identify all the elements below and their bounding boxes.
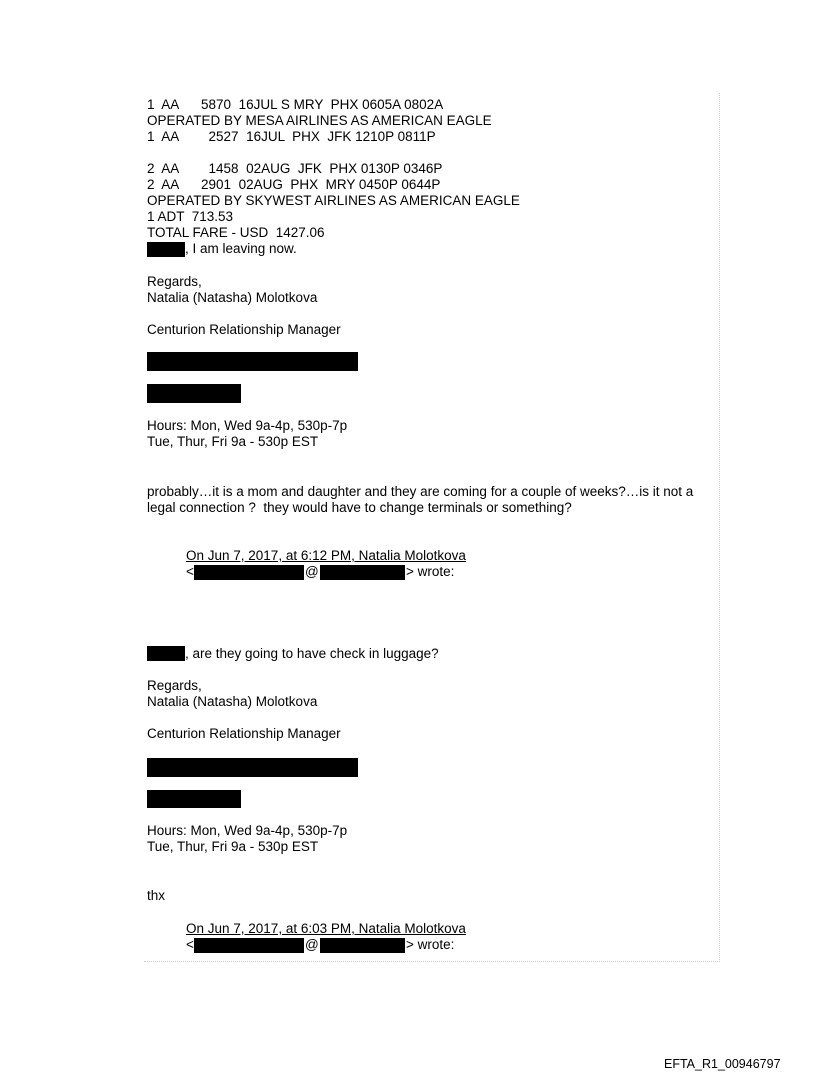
quote-wrote: > wrote: (406, 937, 455, 952)
hours-line: Tue, Thur, Fri 9a - 530p EST (147, 839, 319, 854)
thx-reply: thx (147, 888, 166, 903)
flight-line: OPERATED BY SKYWEST AIRLINES AS AMERICAN EAGLE (147, 193, 520, 208)
leaving-message: , I am leaving now. (185, 241, 297, 256)
regards-line: Regards, (147, 678, 202, 693)
hours-line: Hours: Mon, Wed 9a-4p, 530p-7p (147, 418, 348, 433)
hours-line: Hours: Mon, Wed 9a-4p, 530p-7p (147, 823, 348, 838)
redaction-box (147, 646, 185, 661)
quote-header: On Jun 7, 2017, at 6:03 PM, Natalia Molotkova (186, 921, 466, 936)
redaction-box (194, 938, 304, 953)
flight-line: 1 AA 5870 16JUL S MRY PHX 0605A 0802A (147, 97, 444, 112)
redaction-box (320, 565, 405, 580)
flight-line: OPERATED BY MESA AIRLINES AS AMERICAN EAGLE (147, 113, 492, 128)
redaction-box (147, 758, 358, 777)
regards-line: Regards, (147, 274, 202, 289)
quote-at: @ (305, 564, 319, 579)
fare-line: 1 ADT 713.53 (147, 209, 234, 224)
quote-wrote: > wrote: (406, 564, 455, 579)
reply-text: probably…it is a mom and daughter and they are coming for a couple of weeks?…is it not a (147, 484, 694, 499)
redaction-box (147, 384, 241, 403)
quote-lt: < (186, 937, 194, 952)
hours-line: Tue, Thur, Fri 9a - 530p EST (147, 434, 319, 449)
flight-line: 2 AA 2901 02AUG PHX MRY 0450P 0644P (147, 177, 441, 192)
redaction-box (147, 242, 185, 257)
reply-text: legal connection ? they would have to change terminals or something? (147, 500, 572, 515)
luggage-question: , are they going to have check in luggage? (185, 646, 439, 661)
sender-name: Natalia (Natasha) Molotkova (147, 694, 318, 709)
redaction-box (147, 352, 358, 371)
redaction-box (147, 790, 241, 808)
redaction-box (320, 938, 405, 953)
sender-role: Centurion Relationship Manager (147, 726, 341, 741)
document-id-footer: EFTA_R1_00946797 (664, 1057, 781, 1071)
quote-header: On Jun 7, 2017, at 6:12 PM, Natalia Molotkova (186, 548, 466, 563)
redaction-box (194, 565, 304, 580)
flight-line: 1 AA 2527 16JUL PHX JFK 1210P 0811P (147, 129, 436, 144)
quote-at: @ (305, 937, 319, 952)
total-fare-line: TOTAL FARE - USD 1427.06 (147, 225, 325, 240)
sender-role: Centurion Relationship Manager (147, 322, 341, 337)
quote-lt: < (186, 564, 194, 579)
sender-name: Natalia (Natasha) Molotkova (147, 290, 318, 305)
flight-line: 2 AA 1458 02AUG JFK PHX 0130P 0346P (147, 161, 443, 176)
